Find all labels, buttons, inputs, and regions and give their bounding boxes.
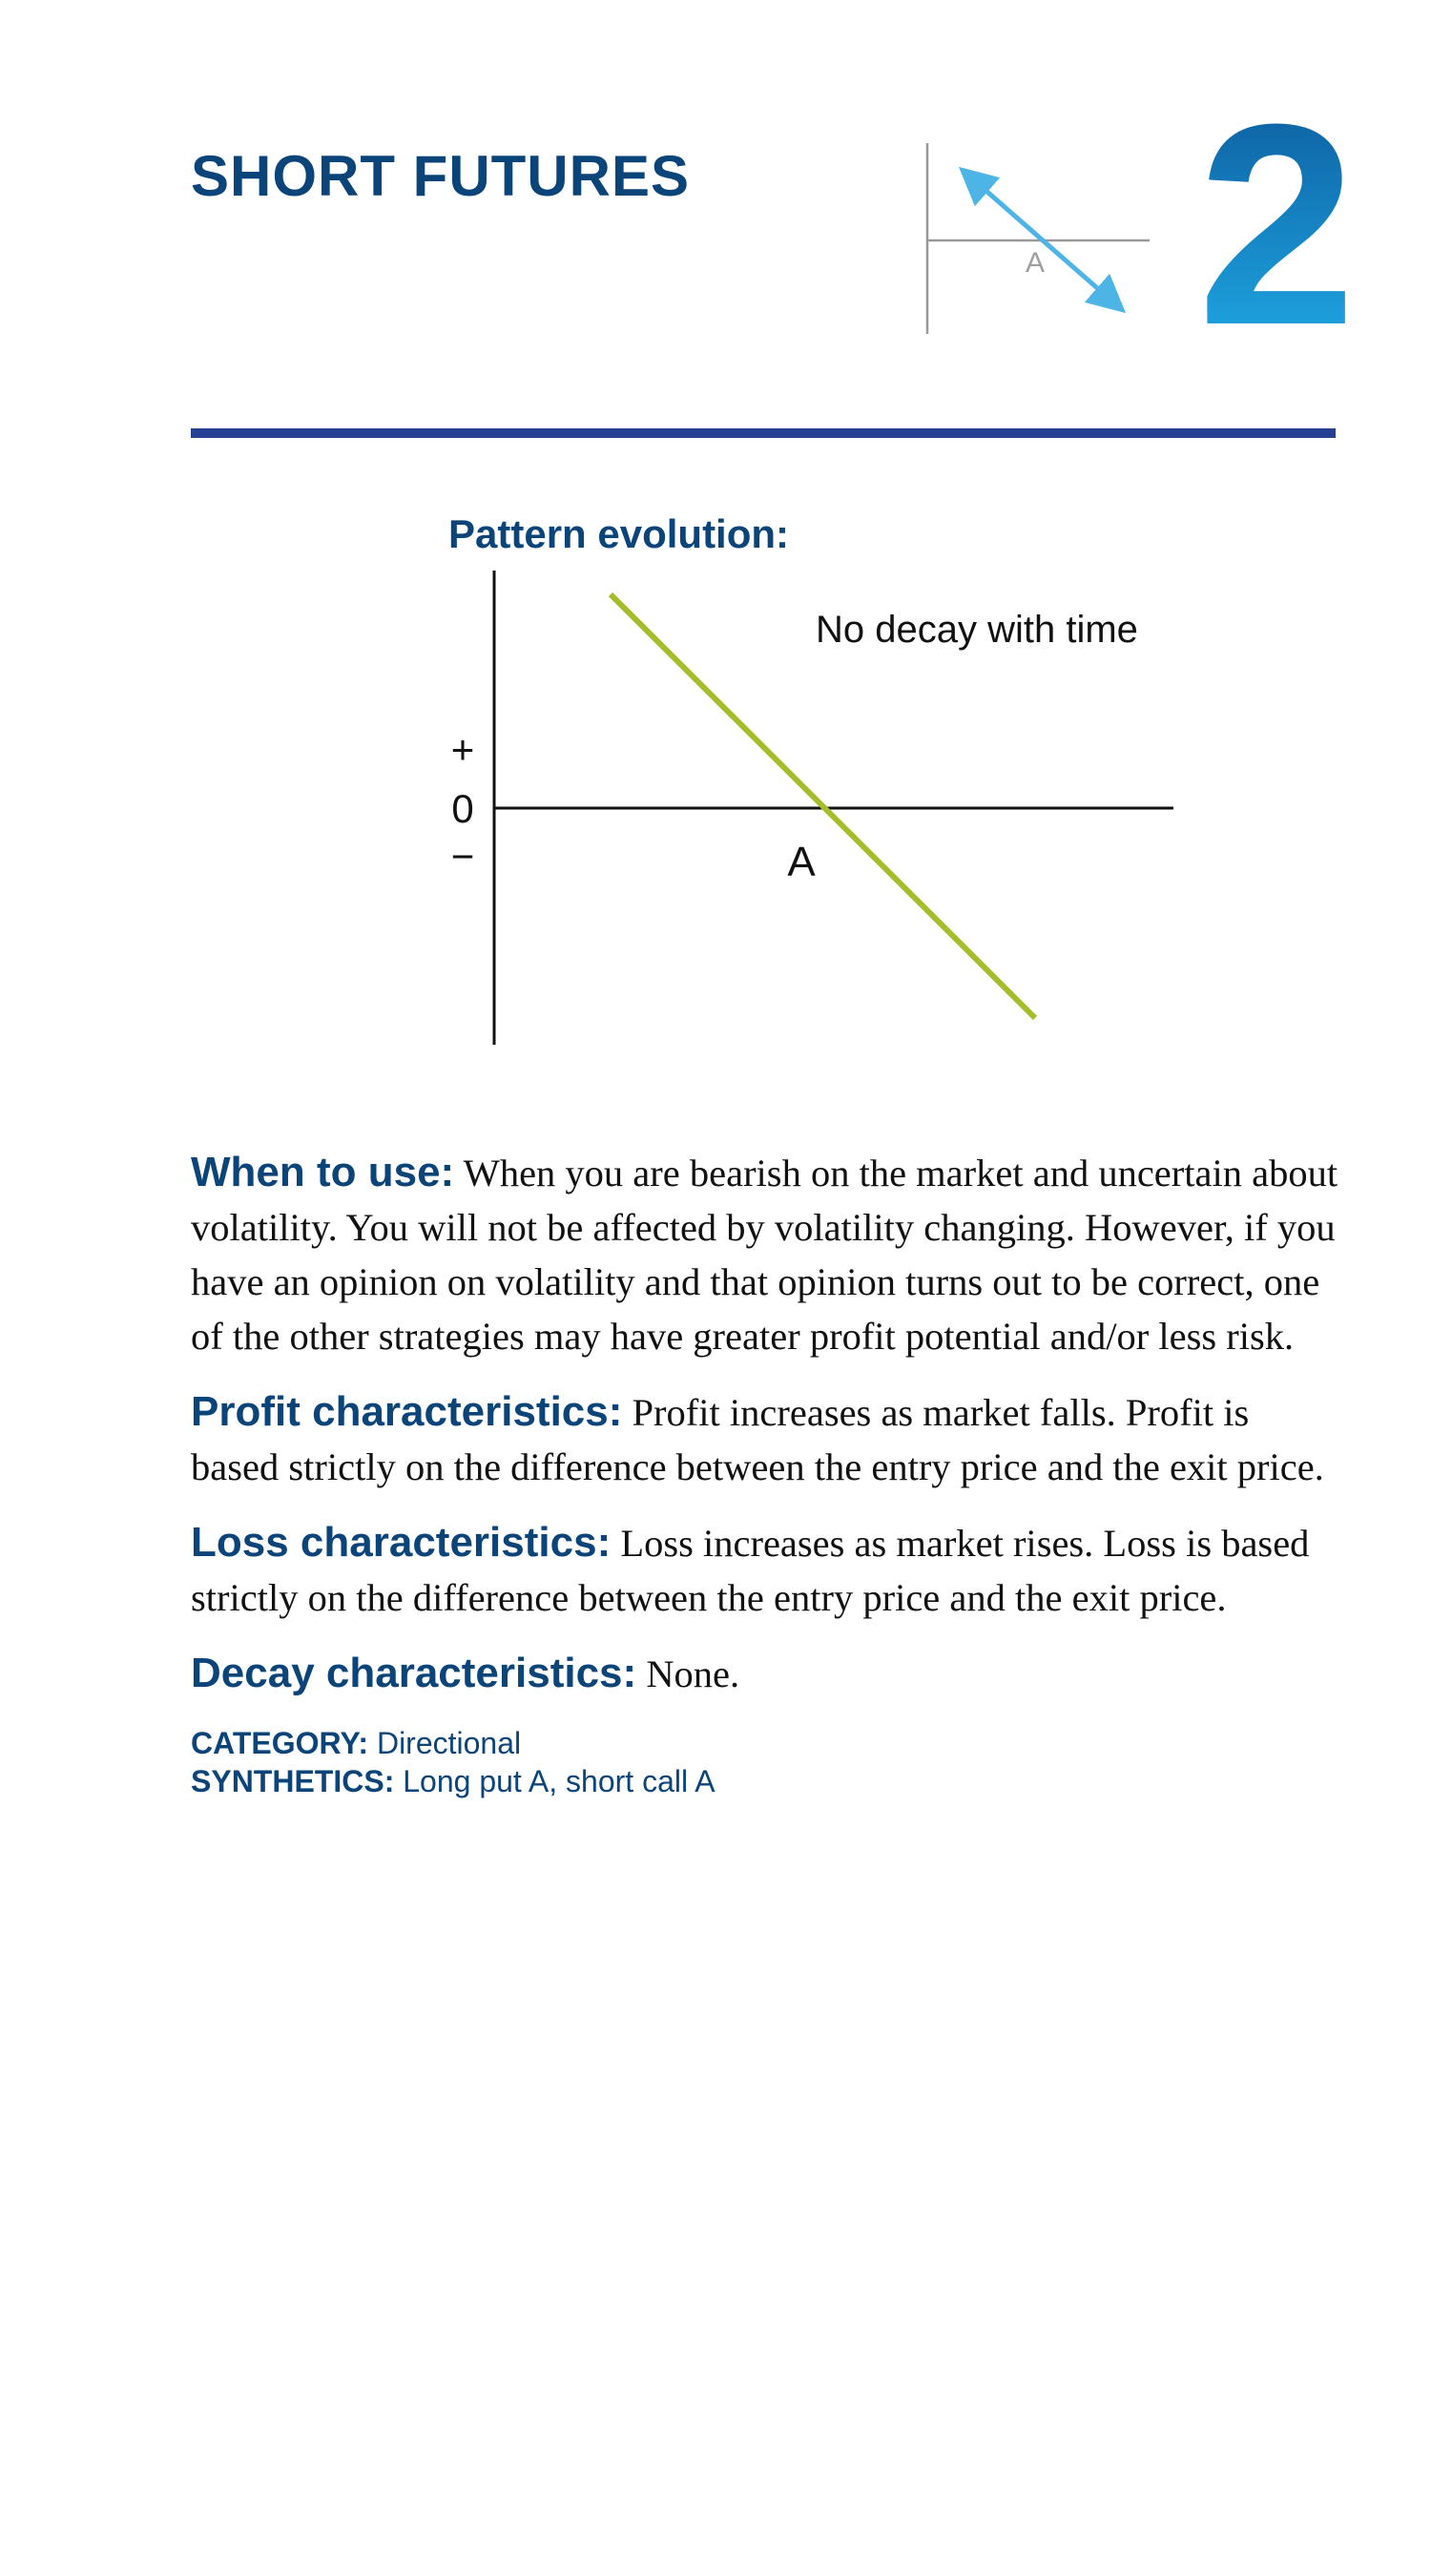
when-to-use-paragraph [191,1145,1345,1363]
pattern-evolution-label: Pattern evolution: [448,511,790,556]
when-to-use-text: When you are bearish on the market and uncertain about volatility. You will not be affected by volatility changing. However, if you have an opinion on volatility and that opinion turns out to be correct, one of the other strategies may have greater profit potential and/or less risk. [191,1152,1338,1358]
decay-text: None. [636,1652,740,1695]
strategy-meta [191,1724,1345,1800]
payoff-line [611,594,1035,1018]
zero-label: 0 [451,786,474,831]
decay-heading: Decay characteristics: [191,1650,637,1696]
synthetics-value: Long put A, short call A [394,1764,716,1798]
synthetics-line [191,1762,1345,1800]
synthetics-label: SYNTHETICS: [191,1764,395,1798]
strategy-diagram-icon [916,138,1164,348]
decay-paragraph [191,1646,1345,1701]
category-value: Directional [368,1726,522,1760]
plus-label: + [450,727,475,772]
loss-heading: Loss characteristics: [191,1519,612,1566]
minus-label: − [450,834,475,879]
decay-annotation: No decay with time [816,609,1138,651]
loss-text: Loss increases as market rises. Loss is based strictly on the difference between the entry price and the exit price. [191,1522,1310,1619]
category-label: CATEGORY: [191,1726,369,1760]
icon-strike-label: A [1025,247,1046,279]
profit-heading: Profit characteristics: [191,1388,623,1435]
profit-text: Profit increases as market falls. Profit is based strictly on the difference between the entry price and the exit price. [191,1391,1324,1488]
payoff-diagram [410,563,1192,1059]
strike-label: A [787,839,816,885]
header-divider [191,428,1336,438]
strategy-description [191,1145,1345,1800]
when-to-use-heading: When to use: [191,1149,455,1195]
strategy-number: 2 [1197,64,1357,384]
page-title: SHORT FUTURES [191,144,690,208]
profit-paragraph [191,1384,1345,1494]
category-line [191,1724,1345,1762]
loss-paragraph [191,1515,1345,1625]
